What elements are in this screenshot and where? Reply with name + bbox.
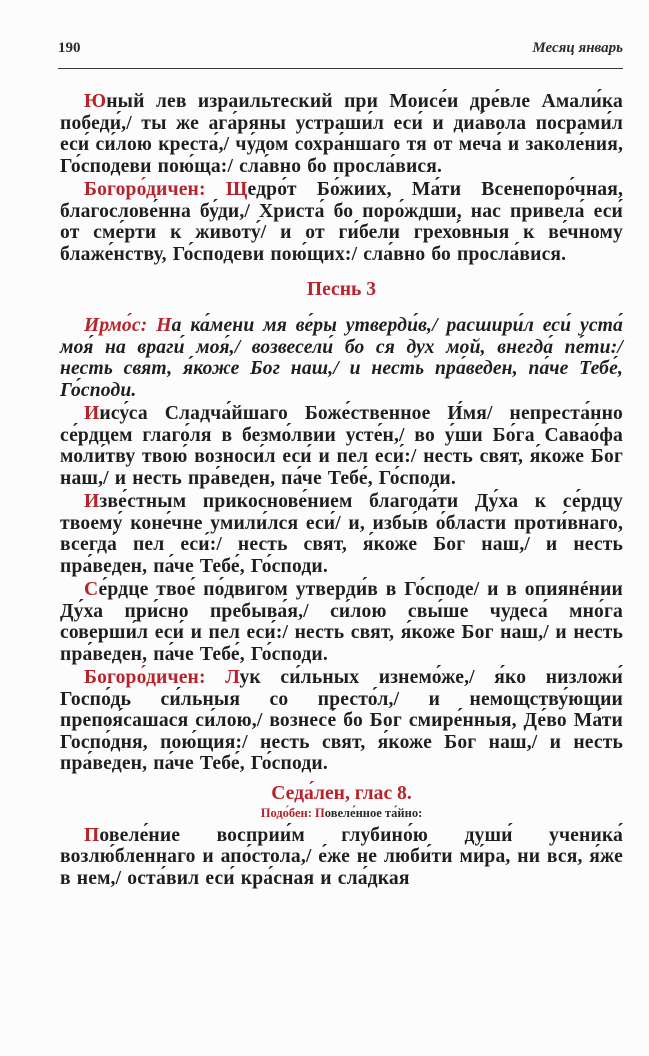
- paragraph-theotokion-1: [60, 179, 623, 265]
- running-title: Месяц январь: [532, 40, 623, 56]
- red-initial: Н: [156, 315, 172, 336]
- rubric-label: Ирмо́с:: [84, 315, 157, 336]
- paragraph-theotokion-2: [60, 667, 623, 775]
- header-rule: [58, 68, 623, 69]
- paragraph-text: овеле́ние восприи́м глубино́ю души́ ученика́ возлю́бленнаго и апо́стола,/ е́же не люби́ти ми́ра, ни вся, я́же в нем,/ оста́вил еси́ кра́сная и сла́дкая: [60, 824, 623, 889]
- red-initial: Л: [225, 667, 240, 688]
- red-initial: П: [84, 824, 100, 846]
- paragraph-irmos-ode-1: [60, 91, 623, 177]
- running-head: [58, 40, 623, 66]
- rubric-label: Богоро́дичен:: [84, 667, 226, 688]
- song-heading: Песнь 3: [306, 279, 377, 300]
- podoben-line: [60, 805, 623, 821]
- paragraph-troparion: [60, 579, 623, 665]
- paragraph-sedalen: [60, 825, 623, 890]
- paragraph-text: едро́т Бо́жиих, Ма́ти Всенепоро́чная, благослове́нна бу́ди,/ Христа́ бо поро́ждши, нас привела́ еси́ от сме́рти к животу́/ и от ги́бели грехо́вныя к ве́чному блаже́нству, Го́сподеви пою́щих:/ сла́вно бо просла́вися.: [60, 179, 624, 265]
- rubric-label: Богоро́дичен:: [84, 179, 226, 200]
- red-initial: И: [84, 403, 100, 424]
- podoben-label: Подо́бен:: [260, 805, 316, 820]
- book-page: [58, 40, 623, 891]
- paragraph-text: а ка́мени мя ве́ры утверди́в,/ расшири́л еси́ уста́ моя́ на враги́ моя́,/ возвесели́ бо ся дух мой, внегда́ пе́ти:/ несть свят, я́коже Бог наш,/ и несть пра́веден, па́че Тебе́, Го́споди.: [60, 315, 624, 401]
- paragraph-text: зве́стным прикоснове́нием благода́ти Ду́ха к се́рдцу твоему́ коне́чне умили́лся еси́/ и, избы́в о́бласти проти́внаго, всегда́ пел еси́:/ несть свят, я́коже Бог наш,/ и несть пра́веден, па́че Тебе́, Го́споди.: [60, 491, 623, 577]
- red-initial: Ю: [84, 91, 107, 112]
- paragraph-text: ный лев израильтеский при Моисе́и дре́вле Амали́ка победи́,/ ты же ага́ряны устраши́л еси́ и диа́вола посрами́л еси́ си́лою креста́,/ чу́дом сохра́ншаго тя от меча́ и заколе́ния, Го́сподеви пою́ща:/ сла́вно бо просла́вися.: [60, 91, 623, 177]
- podoben-text: овеле́нное та́йно:: [324, 805, 423, 820]
- paragraph-text: ису́са Сладча́йшаго Боже́ственное И́мя/ непреста́нно се́рдцем глаго́ля в безмо́лвии усте́н,/ во у́ши Бо́га Савао́фа моли́тву твою́ возноси́л еси́ и пел еси́:/ несть свят, я́коже Бог наш,/ и несть пра́веден, па́че Тебе́, Го́споди.: [60, 403, 623, 489]
- red-initial: С: [84, 579, 99, 600]
- paragraph-text: ук си́льных изнемо́же,/ я́ко низложи́ Госпо́дь си́льныя со престо́л,/ и немощству́ющии препоя́сашася си́лою,/ вознесе́ бо Бог смире́нныя, Де́во Ма́ти Госпо́дня, пою́щия:/ несть свят, я́коже Бог наш,/ и несть пра́веден, па́че Тебе́, Го́споди.: [60, 667, 623, 774]
- paragraph-text: е́рдце твое́ по́двигом утверди́в в Го́споде/ и в опиянéнии Ду́ха при́сно пребыва́я,/ си́лою свы́ше чудеса́ мно́га соверши́л еси́ и пел еси́:/ несть свят, я́коже Бог наш,/ и несть пра́веден, па́че Тебе́, Го́споди.: [60, 579, 623, 665]
- red-initial: П: [315, 805, 325, 820]
- paragraph-irmos: [60, 315, 623, 401]
- paragraph-troparion: [60, 491, 623, 577]
- red-initial: И: [84, 491, 100, 512]
- red-initial: Щ: [225, 179, 248, 200]
- page-body: [60, 91, 623, 889]
- paragraph-troparion: [60, 403, 623, 489]
- page-number: 190: [58, 40, 81, 56]
- sedalen-heading: Седа́лен, глас 8.: [271, 782, 412, 804]
